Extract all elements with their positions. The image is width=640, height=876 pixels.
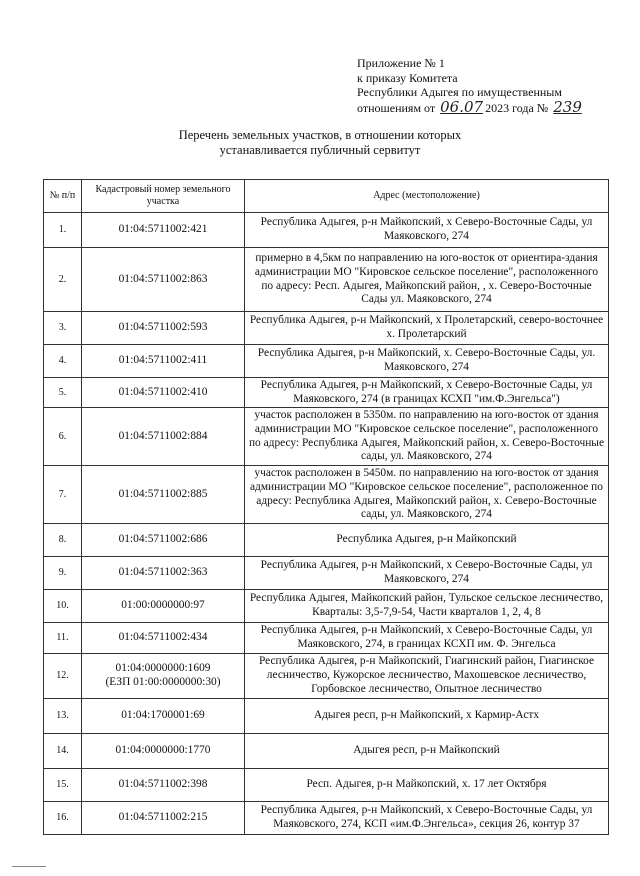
date-prefix: отношениям от	[357, 100, 436, 115]
header-address: Адрес (местоположение)	[245, 180, 609, 213]
row-number: 4.	[44, 345, 82, 378]
appendix-label: Приложение № 1	[357, 56, 445, 70]
committee-name: Республики Адыгея по имущественным	[357, 85, 562, 100]
table-header-row	[44, 180, 609, 213]
cadastral-number-secondary: (ЕЗП 01:00:0000000:30)	[105, 676, 221, 688]
table-row	[44, 654, 609, 699]
row-number: 13.	[44, 699, 82, 734]
address: Адыгея респ, р-н Майкопский	[245, 734, 609, 769]
cadastral-number: 01:04:5711002:363	[82, 557, 245, 590]
address: Республика Адыгея, р-н Майкопский, х Северо-Восточные Сады, ул Маяковского, 274	[245, 557, 609, 590]
row-number: 11.	[44, 623, 82, 654]
row-number: 14.	[44, 734, 82, 769]
year-and-number-label: 2023 года №	[485, 100, 549, 115]
cadastral-number: 01:04:5711002:434	[82, 623, 245, 654]
cadastral-number: 01:04:5711002:411	[82, 345, 245, 378]
address: Республика Адыгея, р-н Майкопский, х Пролетарский, северо-восточнее х. Пролетарский	[245, 312, 609, 345]
address: Адыгея респ, р-н Майкопский, х Кармир-Астх	[245, 699, 609, 734]
table-row	[44, 466, 609, 524]
cadastral-number: 01:04:5711002:593	[82, 312, 245, 345]
header-cadastral: Кадастровый номер земельного участка	[82, 180, 245, 213]
row-number: 10.	[44, 590, 82, 623]
row-number: 2.	[44, 248, 82, 312]
appendix-header	[357, 56, 584, 115]
table-row	[44, 557, 609, 590]
order-reference: к приказу Комитета	[357, 70, 458, 85]
header-number: № п/п	[44, 180, 82, 213]
table-row	[44, 590, 609, 623]
title-line-2: устанавливается публичный сервитут	[219, 143, 421, 157]
row-number: 1.	[44, 213, 82, 248]
address: участок расположен в 5450м. по направлению на юго-восток от здания администрации МО "Кировское сельское поселение", расположенное по адресу: Республика Адыгея, Майкопский район, х. Северо-Восточные сады, ул. Маяковского, 274	[245, 466, 609, 524]
address: примерно в 4,5км по направлению на юго-восток от ориентира-здания администрации МО "Кировское сельское поселение", расположенного по адресу: Респ. Адыгея, Майкопский район, , х. Северо-Восточные Сады ул. Маяковского, 274	[245, 248, 609, 312]
cadastral-number: 01:00:0000000:97	[82, 590, 245, 623]
row-number: 3.	[44, 312, 82, 345]
table-row	[44, 623, 609, 654]
table-row	[44, 213, 609, 248]
cadastral-number: 01:04:5711002:421	[82, 213, 245, 248]
address: Республика Адыгея, Майкопский район, Тульское сельское лесничество, Кварталы: 3,5-7,9-54, Части кварталов 1, 2, 4, 8	[245, 590, 609, 623]
row-number: 12.	[44, 654, 82, 699]
table-row	[44, 312, 609, 345]
address: Республика Адыгея, р-н Майкопский, х Северо-Восточные Сады, ул Маяковского, 274 (в границах КСХП "им.Ф.Энгельса")	[245, 378, 609, 408]
cadastral-number: 01:04:5711002:215	[82, 802, 245, 835]
address: Республика Адыгея, р-н Майкопский, х Северо-Восточные Сады, ул Маяковского, 274, в границах КСХП им. Ф. Энгельса	[245, 623, 609, 654]
table-row	[44, 734, 609, 769]
cadastral-number: 01:04:0000000:1770	[82, 734, 245, 769]
document-title	[0, 128, 640, 158]
handwritten-order-number: 239	[553, 97, 582, 116]
table-row	[44, 699, 609, 734]
table-row	[44, 345, 609, 378]
address: Республика Адыгея, р-н Майкопский, Гиагинский район, Гиагинское лесничество, Кужорское лесничество, Махошевское лесничество, Горбовское лесничество, Опытное лесничество	[245, 654, 609, 699]
cadastral-number: 01:04:5711002:863	[82, 248, 245, 312]
table-row	[44, 769, 609, 802]
table-row	[44, 524, 609, 557]
address: Республика Адыгея, р-н Майкопский, х Северо-Восточные Сады, ул Маяковского, 274, КСП «им.Ф.Энгельса», секция 26, контур 37	[245, 802, 609, 835]
handwritten-date: 06.07	[440, 97, 484, 116]
address: Республика Адыгея, р-н Майкопский	[245, 524, 609, 557]
row-number: 15.	[44, 769, 82, 802]
cadastral-number: 01:04:5711002:686	[82, 524, 245, 557]
table-row	[44, 378, 609, 408]
address: Респ. Адыгея, р-н Майкопский, х. 17 лет Октября	[245, 769, 609, 802]
title-line-1: Перечень земельных участков, в отношении которых	[178, 128, 462, 142]
address: Республика Адыгея, р-н Майкопский, х. Северо-Восточные Сады, ул. Маяковского, 274	[245, 345, 609, 378]
cadastral-number: 01:04:5711002:398	[82, 769, 245, 802]
row-number: 8.	[44, 524, 82, 557]
address: Республика Адыгея, р-н Майкопский, х Северо-Восточные Сады, ул Маяковского, 274	[245, 213, 609, 248]
row-number: 7.	[44, 466, 82, 524]
row-number: 6.	[44, 408, 82, 466]
address: участок расположен в 5350м. по направлению на юго-восток от здания администрации МО "Кировское сельское поселение", расположенного по адресу: Республика Адыгея, Майкопский район, х. Северо-Восточные сады, ул. Маяковского, 274	[245, 408, 609, 466]
table-row	[44, 408, 609, 466]
row-number: 5.	[44, 378, 82, 408]
table-row	[44, 248, 609, 312]
table-row	[44, 802, 609, 835]
cadastral-number: 01:04:5711002:410	[82, 378, 245, 408]
cadastral-number-primary: 01:04:0000000:1609	[115, 662, 211, 675]
order-date-line	[357, 97, 584, 116]
cadastral-number: 01:04:5711002:885	[82, 466, 245, 524]
scan-mark	[12, 866, 46, 867]
row-number: 9.	[44, 557, 82, 590]
cadastral-number: 01:04:1700001:69	[82, 699, 245, 734]
land-plots-table	[43, 179, 609, 835]
row-number: 16.	[44, 802, 82, 835]
cadastral-number: 01:04:5711002:884	[82, 408, 245, 466]
cadastral-number	[82, 654, 245, 699]
